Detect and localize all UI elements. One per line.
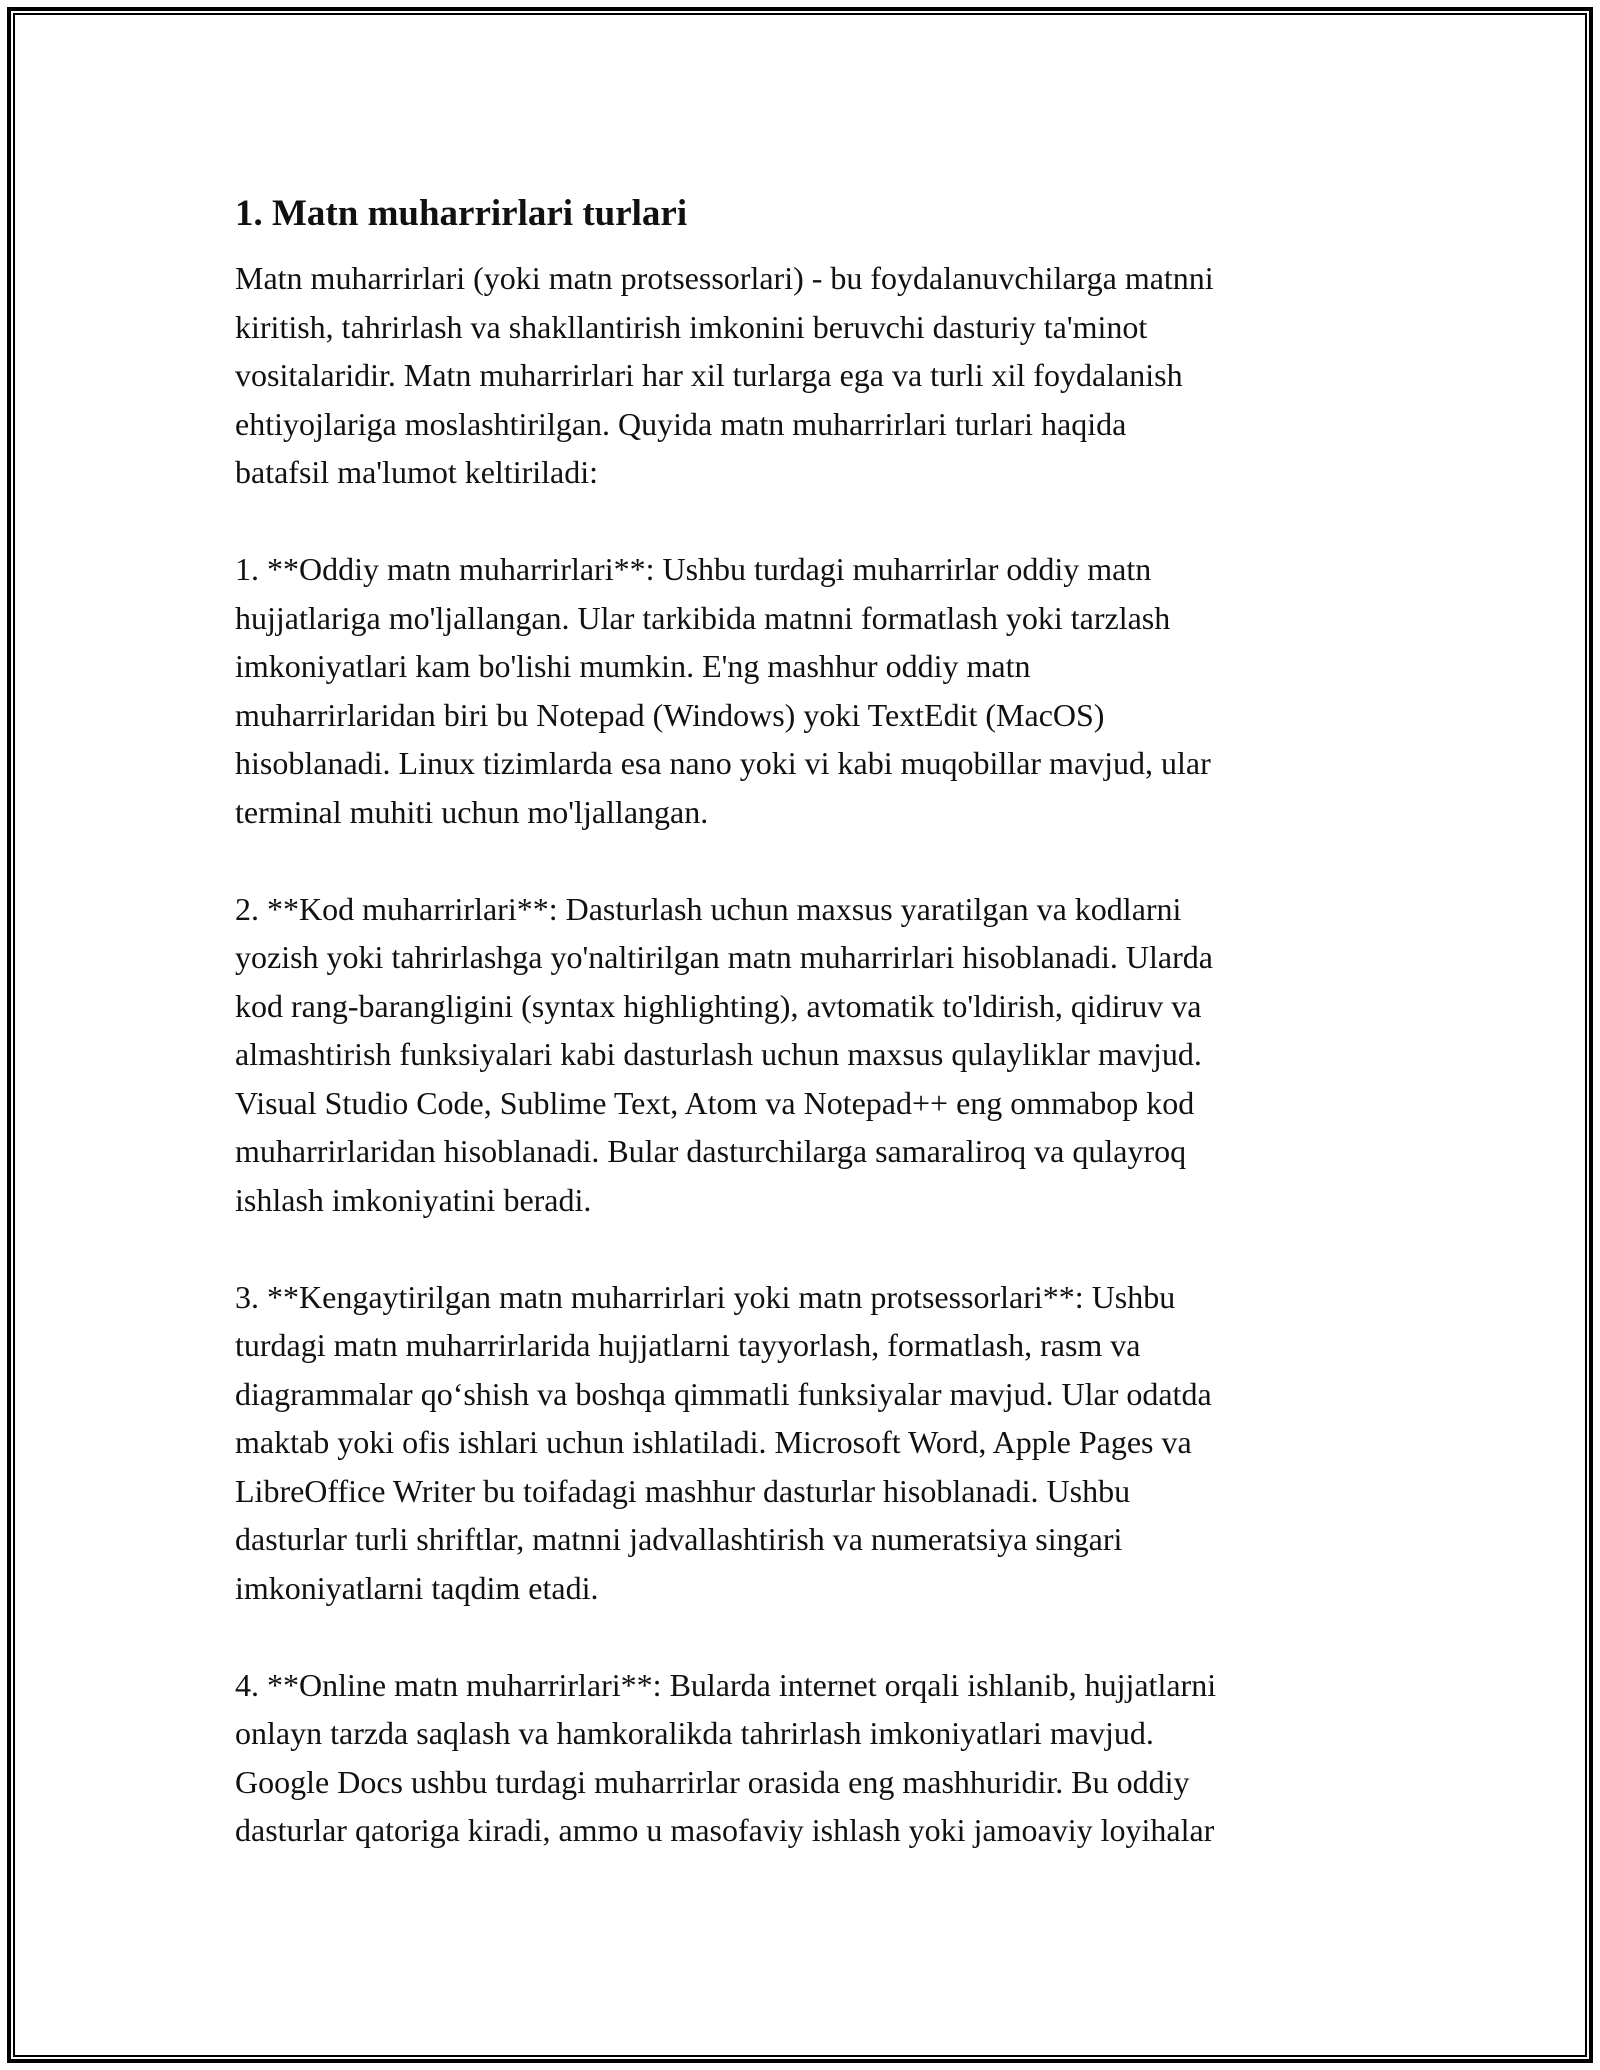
paragraph-line: 1. **Oddiy matn muharrirlari**: Ushbu turdagi muharrirlar oddiy matn: [235, 551, 1152, 587]
paragraph-line: kod rang-barangligini (syntax highlighting), avtomatik to'ldirish, qidiruv va: [235, 987, 1202, 1024]
paragraph-line: almashtirish funksiyalari kabi dasturlash uchun maxsus qulayliklar mavjud.: [235, 1036, 1202, 1072]
list-item-online-editors: [235, 1661, 1370, 1855]
paragraph-line: turdagi matn muharrirlarida hujjatlarni tayyorlash, formatlash, rasm va: [235, 1327, 1141, 1363]
paragraph-line: imkoniyatlarni taqdim etadi.: [235, 1569, 599, 1606]
paragraph-line: muharrirlaridan biri bu Notepad (Windows) yoki TextEdit (MacOS): [235, 696, 1105, 733]
paragraph-line: vositalaridir. Matn muharrirlari har xil turlarga ega va turli xil foydalanish: [235, 357, 1183, 393]
list-item-word-processors: [235, 1273, 1370, 1613]
paragraph-line: 3. **Kengaytirilgan matn muharrirlari yoki matn protsessorlari**: Ushbu: [235, 1278, 1176, 1315]
section-heading: 1. Matn muharrirlari turlari: [235, 193, 688, 234]
paragraph-line: hujjatlariga mo'ljallangan. Ular tarkibida matnni formatlash yoki tarzlash: [235, 599, 1171, 636]
document-body: [235, 186, 1370, 1855]
paragraph-line: kiritish, tahrirlash va shakllantirish imkonini beruvchi dasturiy ta'minot: [235, 308, 1148, 345]
paragraph-line: ehtiyojlariga moslashtirilgan. Quyida matn muharrirlari turlari haqida: [235, 405, 1127, 442]
paragraph-line: diagrammalar qo‘shish va boshqa qimmatli funksiyalar mavjud. Ular odatda: [235, 1375, 1212, 1412]
paragraph-line: ishlash imkoniyatini beradi.: [235, 1181, 592, 1218]
paragraph-line: yozish yoki tahrirlashga yo'naltirilgan matn muharrirlari hisoblanadi. Ularda: [235, 939, 1213, 975]
paragraph-line: hisoblanadi. Linux tizimlarda esa nano yoki vi kabi muqobillar mavjud, ular: [235, 745, 1211, 781]
paragraph-line: batafsil ma'lumot keltiriladi:: [235, 454, 599, 490]
paragraph-line: dasturlar turli shriftlar, matnni jadvallashtirish va numeratsiya singari: [235, 1521, 1123, 1557]
paragraph-line: dasturlar qatoriga kiradi, ammo u masofaviy ishlash yoki jamoaviy loyihalar: [235, 1812, 1215, 1848]
paragraph-line: LibreOffice Writer bu toifadagi mashhur dasturlar hisoblanadi. Ushbu: [235, 1472, 1131, 1509]
paragraph-line: 2. **Kod muharrirlari**: Dasturlash uchun maxsus yaratilgan va kodlarni: [235, 890, 1182, 927]
paragraph-line: muharrirlaridan hisoblanadi. Bular dasturchilarga samaraliroq va qulayroq: [235, 1133, 1187, 1169]
paragraph-line: maktab yoki ofis ishlari uchun ishlatiladi. Microsoft Word, Apple Pages va: [235, 1424, 1192, 1460]
list-item-code-editors: [235, 885, 1370, 1225]
list-item-plain-text-editors: [235, 545, 1370, 836]
paragraph-line: Google Docs ushbu turdagi muharrirlar orasida eng mashhuridir. Bu oddiy: [235, 1763, 1190, 1800]
paragraph-line: terminal muhiti uchun mo'ljallangan.: [235, 793, 709, 830]
paragraph-line: imkoniyatlari kam bo'lishi mumkin. E'ng mashhur oddiy matn: [235, 648, 1031, 684]
paragraph-line: 4. **Online matn muharrirlari**: Bularda internet orqali ishlanib, hujjatlarni: [235, 1666, 1217, 1703]
intro-paragraph: [235, 254, 1370, 497]
paragraph-line: Matn muharrirlari (yoki matn protsessorlari) - bu foydalanuvchilarga matnni: [235, 260, 1214, 296]
paragraph-line: Visual Studio Code, Sublime Text, Atom va Notepad++ eng ommabop kod: [235, 1084, 1195, 1121]
paragraph-line: onlayn tarzda saqlash va hamkoralikda tahrirlash imkoniyatlari mavjud.: [235, 1715, 1154, 1751]
